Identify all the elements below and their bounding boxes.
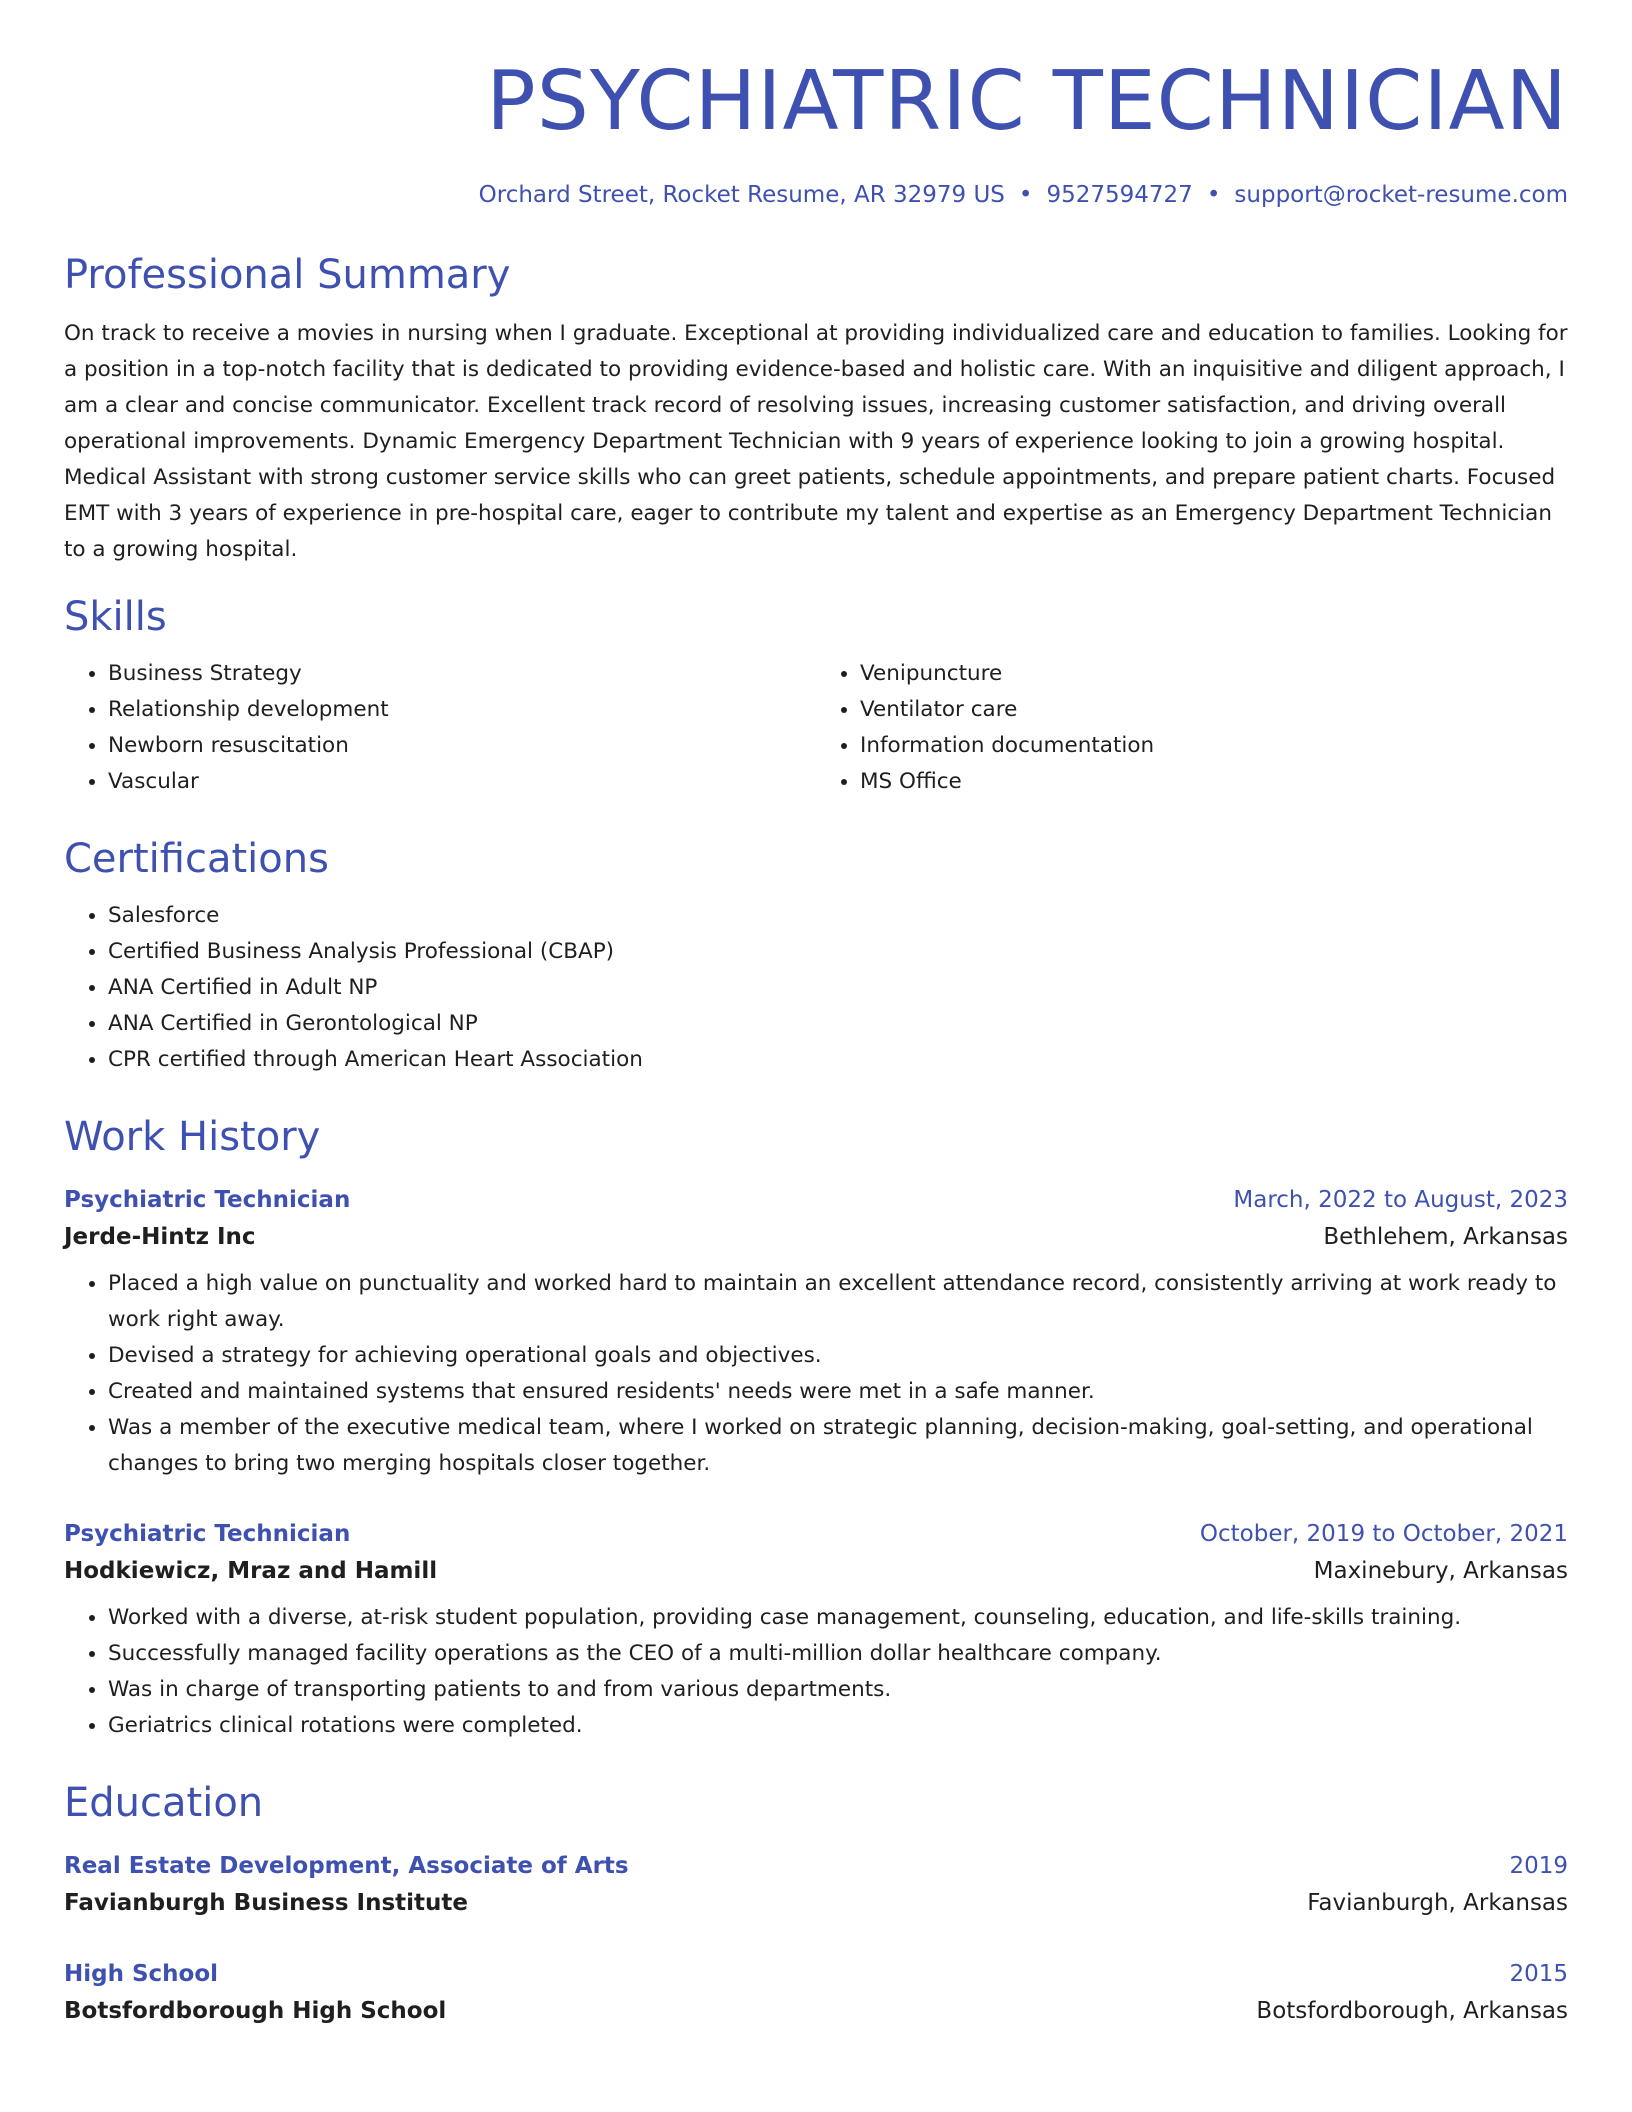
job-header-row [64,1516,1568,1552]
education-header-row [64,1848,1568,1884]
page-title: PSYCHIATRIC TECHNICIAN [486,54,1568,149]
contact-separator: • [1018,182,1033,208]
job-dates: March, 2022 to August, 2023 [1233,1187,1568,1213]
certifications-list [64,898,1568,1078]
job-location: Bethlehem, Arkansas [1323,1224,1568,1250]
contact-email[interactable]: support@rocket-resume.com [1234,182,1568,208]
job-bullet: • Worked with a diverse, at-risk student population, providing case management, counseling, education, and life-skills training. [108,1600,1568,1636]
job-company: Jerde-Hintz Inc [64,1224,256,1250]
skill-item: • Newborn resuscitation [108,728,816,764]
section-heading-certifications: Certifications [64,836,329,882]
education-degree: High School [64,1961,219,1987]
contact-address: Orchard Street, Rocket Resume, AR 32979 US [478,182,1005,208]
education-location: Botsfordborough, Arkansas [1256,1998,1568,2024]
job-dates: October, 2019 to October, 2021 [1199,1521,1568,1547]
skill-item: • Vascular [108,764,816,800]
certification-item: • ANA Certified in Gerontological NP [108,1006,1568,1042]
education-year: 2015 [1509,1961,1568,1987]
education-entry [64,1956,1568,2030]
contact-phone[interactable]: 9527594727 [1046,182,1193,208]
work-history-section [64,1112,1568,1744]
section-heading-skills: Skills [64,594,167,640]
job-bullet: • Devised a strategy for achieving operational goals and objectives. [108,1338,1568,1374]
job-title: Psychiatric Technician [64,1187,351,1213]
education-school: Botsfordborough High School [64,1998,447,2024]
job-bullet: • Was in charge of transporting patients to and from various departments. [108,1672,1568,1708]
education-school-row [64,1884,1568,1922]
job-bullets [64,1600,1568,1744]
skills-list-left [64,656,816,800]
certification-item: • Certified Business Analysis Professional (CBAP) [108,934,1568,970]
education-school-row [64,1992,1568,2030]
job-company-row [64,1552,1568,1590]
section-heading-summary: Professional Summary [64,252,511,298]
certification-item: • ANA Certified in Adult NP [108,970,1568,1006]
skill-item: • Information documentation [860,728,1568,764]
skills-section [64,592,1568,800]
job-bullet: • Geriatrics clinical rotations were completed. [108,1708,1568,1744]
skill-item: • MS Office [860,764,1568,800]
summary-text: On track to receive a movies in nursing when I graduate. Exceptional at providing individualized care and education to families. Looking for a position in a top-notch facility that is dedicated to providing evidence-based and holistic care. With an inquisitive and diligent approach, I am a clear and concise communicator. Excellent track record of resolving issues, increasing customer satisfaction, and driving overall operational improvements. Dynamic Emergency Department Technician with 9 years of experience looking to join a growing hospital. Medical Assistant with strong customer service skills who can greet patients, schedule appointments, and prepare patient charts. Focused EMT with 3 years of experience in pre-hospital care, eager to contribute my talent and expertise as an Emergency Department Technician to a growing hospital. [64,321,1568,562]
education-header-row [64,1956,1568,1992]
job-bullet: • Successfully managed facility operations as the CEO of a multi-million dollar healthcare company. [108,1636,1568,1672]
job-header-row [64,1182,1568,1218]
education-location: Favianburgh, Arkansas [1307,1890,1568,1916]
job-entry [64,1516,1568,1744]
skill-item: • Ventilator care [860,692,1568,728]
skill-item: • Business Strategy [108,656,816,692]
education-school: Favianburgh Business Institute [64,1890,468,1916]
certifications-section [64,834,1568,1078]
resume-header [64,52,1568,210]
section-heading-education: Education [64,1780,264,1826]
education-degree: Real Estate Development, Associate of Arts [64,1853,629,1879]
job-location: Maxinebury, Arkansas [1313,1558,1568,1584]
contact-separator: • [1206,182,1221,208]
education-section [64,1778,1568,2030]
job-bullet: • Was a member of the executive medical team, where I worked on strategic planning, decision-making, goal-setting, and operational changes to bring two merging hospitals closer together. [108,1410,1568,1482]
job-company: Hodkiewicz, Mraz and Hamill [64,1558,438,1584]
skills-list-right [816,656,1568,800]
skill-item: • Venipuncture [860,656,1568,692]
contact-line [64,180,1568,210]
education-entry [64,1848,1568,1922]
education-year: 2019 [1509,1853,1568,1879]
job-bullet: • Created and maintained systems that ensured residents' needs were met in a safe manner. [108,1374,1568,1410]
job-title: Psychiatric Technician [64,1521,351,1547]
certification-item: • Salesforce [108,898,1568,934]
section-heading-work-history: Work History [64,1114,321,1160]
job-company-row [64,1218,1568,1256]
skills-columns [64,642,1568,800]
job-bullet: • Placed a high value on punctuality and worked hard to maintain an excellent attendance record, consistently arriving at work ready to work right away. [108,1266,1568,1338]
skill-item: • Relationship development [108,692,816,728]
certification-item: • CPR certified through American Heart Association [108,1042,1568,1078]
job-entry [64,1182,1568,1482]
summary-section [64,250,1568,568]
job-bullets [64,1266,1568,1482]
